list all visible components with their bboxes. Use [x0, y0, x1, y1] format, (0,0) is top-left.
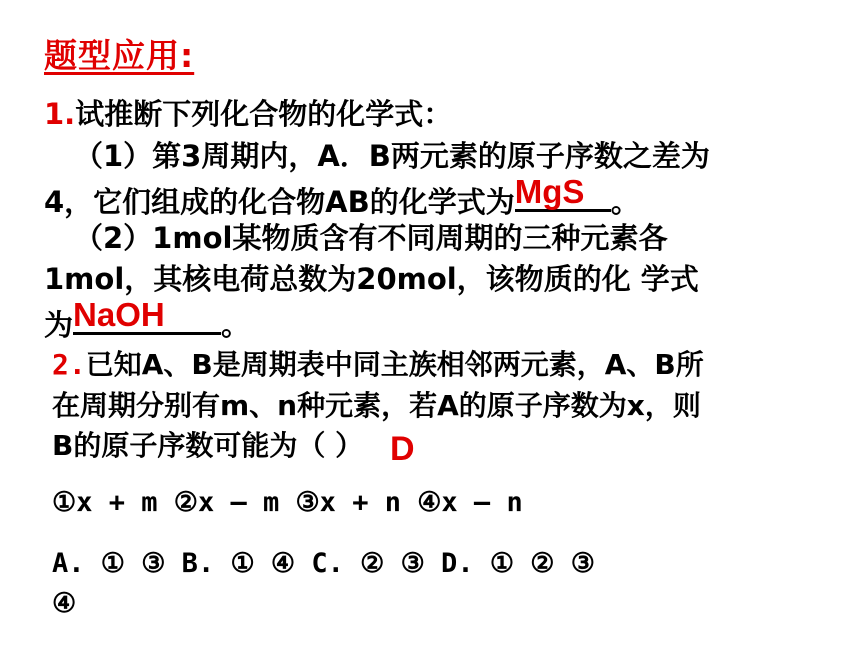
q1-number: 1.: [44, 97, 76, 131]
q1-part1-line2: [44, 175, 640, 221]
q1-stem-line: [44, 92, 452, 133]
q1-part2-blank: [73, 298, 221, 335]
q1-stem: 试推断下列化合物的化学式：: [75, 97, 453, 131]
q1-part2-end: 。: [221, 308, 251, 342]
q1-part2-answer: NaOH: [73, 296, 165, 333]
q1-part2-line1: （2）1mol某物质含有不同周期的三种元素各: [74, 221, 668, 255]
q1-part1-answer: MgS: [514, 173, 585, 210]
q2-choices: A. ① ③ B. ① ④ C. ② ③ D. ① ② ③: [52, 548, 595, 579]
q2-line1: [52, 343, 704, 383]
q2-line2-text: 在周期分别有m、n种元素，若A的原子序数为x，则: [52, 389, 701, 422]
q2-line3: [52, 424, 363, 464]
q2-answer: D: [390, 430, 415, 468]
q1-part1-line1: （1）第3周期内，A．B两元素的原子序数之差为: [74, 139, 710, 173]
q1-part2-pre: 为: [44, 308, 74, 342]
q2-line2: [52, 384, 701, 424]
q1-part1-text: 4，它们组成的化合物AB的化学式为: [44, 185, 515, 219]
q2-choices-cont: ④: [52, 588, 77, 619]
q1-part2-line2: 1mol，其核电荷总数为20mol，该物质的化 学式: [44, 262, 699, 296]
section-title: 题型应用:: [44, 36, 195, 75]
q1-part2-line3: [44, 298, 250, 344]
q1-part1-blank: [515, 175, 611, 212]
q2-number: 2.: [52, 348, 86, 381]
q2-line1-text: 已知A、B是周期表中同主族相邻两元素，A、B所: [85, 348, 704, 381]
q1-part1-end: 。: [610, 185, 640, 219]
q2-line3-text: B的原子序数可能为（ ）: [52, 429, 364, 462]
q2-items: ①x + m ②x – m ③x + n ④x – n: [52, 487, 523, 518]
